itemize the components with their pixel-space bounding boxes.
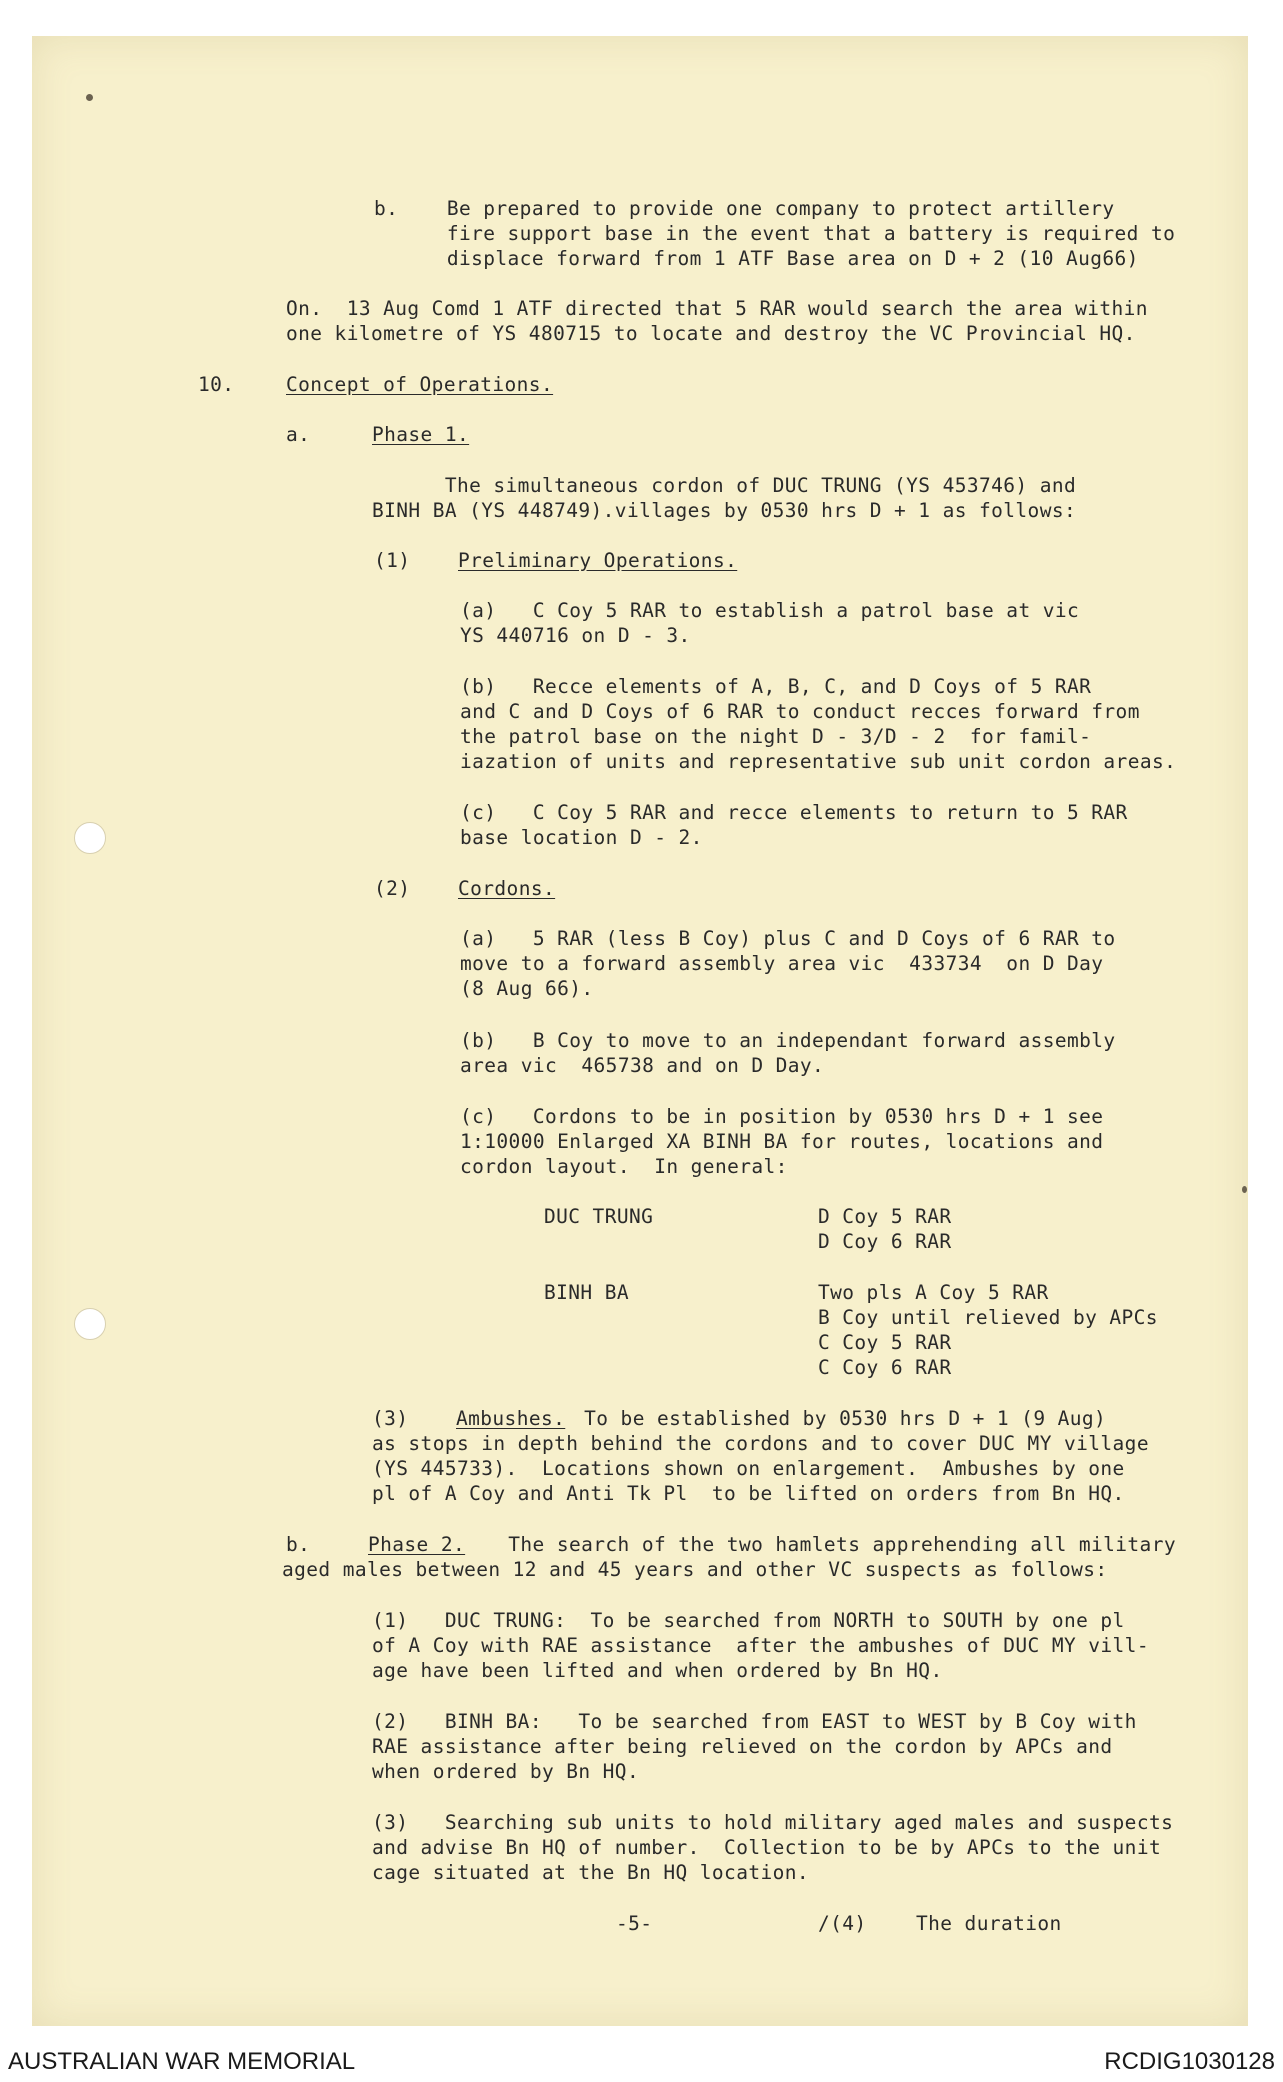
phase-2-heading: Phase 2. <box>368 1533 466 1556</box>
para-10-number: 10. <box>198 373 235 396</box>
punch-hole-bottom <box>74 1308 106 1340</box>
para-b-fire-support: b. Be prepared to provide one company to protect artillery fire support base in the event that a battery is required to displace forward from 1 ATF Base area on D + 2 (10 Aug66) <box>374 197 1176 270</box>
page-number: -5- <box>616 1912 653 1935</box>
paper-speck <box>86 94 93 101</box>
phase-1-letter: a. <box>286 423 311 446</box>
ambush-number: (3) <box>372 1407 409 1430</box>
cordon-place-binh-ba: BINH BA <box>544 1281 629 1304</box>
phase-1-heading: Phase 1. <box>372 423 470 446</box>
phase-2-first-line: The search of the two hamlets apprehending all military <box>484 1533 1176 1556</box>
cordons-item-b: (b) B Coy to move to an independant forward assembly area vic 465738 and on D Day. <box>460 1029 1116 1077</box>
search-item-2: (2) BINH BA: To be searched from EAST to WEST by B Coy with RAE assistance after being relieved on the cordon by APCs and when ordered by Bn HQ. <box>372 1710 1137 1783</box>
phase-1-intro: The simultaneous cordon of DUC TRUNG (YS 453746) and BINH BA (YS 448749).villages by 0530 hrs D + 1 as follows: <box>372 474 1077 522</box>
para-10-heading: Concept of Operations. <box>286 373 554 396</box>
ambush-body: as stops in depth behind the cordons and to cover DUC MY village (YS 445733). Locations shown on enlargement. Ambushes by one pl of A Coy and Anti Tk Pl to be lifted on orders from Bn HQ. <box>372 1432 1149 1505</box>
search-item-3: (3) Searching sub units to hold military aged males and suspects and advise Bn HQ of number. Collection to be by APCs to the unit cage situated at the Bn HQ location. <box>372 1811 1174 1884</box>
cordons-number: (2) <box>374 877 411 900</box>
punch-hole-top <box>74 822 106 854</box>
search-item-1: (1) DUC TRUNG: To be searched from NORTH to SOUTH by one pl of A Coy with RAE assistance after the ambushes of DUC MY vill- age have been lifted and when ordered by Bn HQ. <box>372 1609 1149 1682</box>
prelim-heading: Preliminary Operations. <box>458 549 738 572</box>
continuation-text: The duration <box>916 1912 1062 1935</box>
prelim-item-b: (b) Recce elements of A, B, C, and D Coys of 5 RAR and C and D Coys of 6 RAR to conduct recces forward from the patrol base on the night D - 3/D - 2 for famil- iazation of units and representative sub unit cordon areas. <box>460 675 1177 773</box>
paper-speck <box>1242 1186 1247 1193</box>
cordon-units-duc-trung: D Coy 5 RAR D Coy 6 RAR <box>818 1205 952 1253</box>
archive-footer-right: RCDIG1030128 <box>1104 2048 1275 2075</box>
cordon-place-duc-trung: DUC TRUNG <box>544 1205 654 1228</box>
prelim-item-c: (c) C Coy 5 RAR and recce elements to return to 5 RAR base location D - 2. <box>460 801 1128 849</box>
para-on-13-aug: On. 13 Aug Comd 1 ATF directed that 5 RAR would search the area within one kilometre of YS 480715 to locate and destroy the VC Provincial HQ. <box>286 297 1148 345</box>
phase-2-letter: b. <box>286 1533 311 1556</box>
cordons-item-a: (a) 5 RAR (less B Coy) plus C and D Coys of 6 RAR to move to a forward assembly area vic 433734 on D Day (8 Aug 66). <box>460 927 1116 1000</box>
continuation-ref: /(4) <box>818 1912 867 1935</box>
cordon-units-binh-ba: Two pls A Coy 5 RAR B Coy until relieved by APCs C Coy 5 RAR C Coy 6 RAR <box>818 1281 1158 1379</box>
ambush-first-line: To be established by 0530 hrs D + 1 (9 Aug) <box>572 1407 1107 1430</box>
archive-footer-left: AUSTRALIAN WAR MEMORIAL <box>8 2048 356 2075</box>
phase-2-body: aged males between 12 and 45 years and other VC suspects as follows: <box>282 1558 1108 1581</box>
prelim-item-a: (a) C Coy 5 RAR to establish a patrol base at vic YS 440716 on D - 3. <box>460 599 1080 647</box>
ambush-heading: Ambushes. <box>456 1407 566 1430</box>
cordons-heading: Cordons. <box>458 877 556 900</box>
cordons-item-c: (c) Cordons to be in position by 0530 hrs D + 1 see 1:10000 Enlarged XA BINH BA for routes, locations and cordon layout. In general: <box>460 1105 1104 1178</box>
prelim-number: (1) <box>374 549 411 572</box>
